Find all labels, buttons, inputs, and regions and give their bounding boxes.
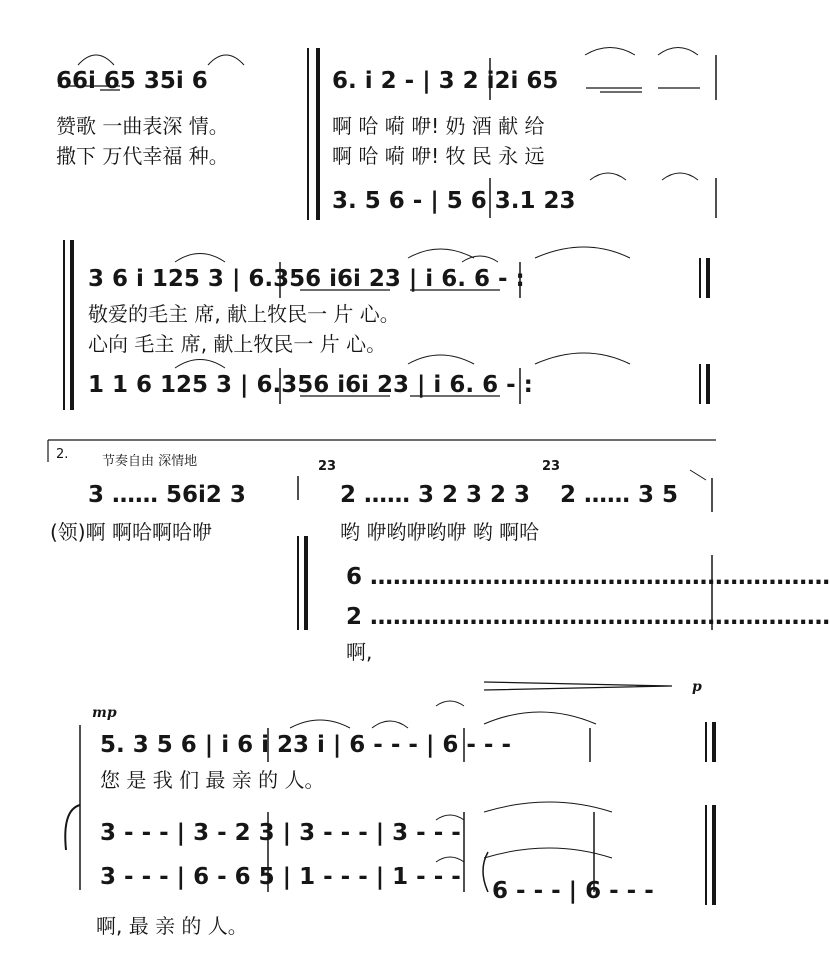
continuation-notes: 2 …… 3 5 — [560, 482, 679, 508]
bottom-lyric: 啊, 最 亲 的 人。 — [96, 914, 248, 938]
slur — [462, 256, 498, 262]
lyric-line: 您 是 我 们 最 亲 的 人。 — [100, 768, 325, 792]
tie — [484, 802, 612, 812]
slur — [372, 721, 408, 728]
slur — [408, 355, 474, 364]
melody-line: 3 6 i 125 3 | 6.356 i6i 23 | i 6. 6 - : — [88, 266, 525, 292]
chord-lower-note: 2 …………………………………………………… — [346, 604, 830, 630]
slur — [78, 55, 114, 65]
slur — [535, 353, 630, 364]
slur — [535, 247, 630, 258]
dynamic-piano: p — [692, 679, 702, 695]
harmony-line: 3. 5 6 - | 5 6 3.1 23 — [332, 188, 576, 214]
slur — [175, 360, 225, 369]
grace-notes: 23 — [318, 459, 337, 474]
lyric-verse1: 啊 哈 嗬 咿! 奶 酒 献 给 — [332, 114, 545, 138]
glissando-mark — [690, 470, 706, 480]
melody-line: 6. i 2 - | 3 2 i2i 65 — [332, 68, 559, 94]
tenor-line: 3 - - - | 6 - 6 5 | 1 - - - | 1 - - - — [100, 864, 461, 890]
slur — [290, 720, 350, 728]
tie — [484, 848, 612, 858]
harmony-line: 1 1 6 125 3 | 6.356 i6i 23 | i 6. 6 - : — [88, 372, 533, 398]
slur — [585, 48, 635, 56]
lyric-verse2: 啊 哈 嗬 咿! 牧 民 永 远 — [332, 144, 545, 168]
intro-lyric-verse2: 撒下 万代幸福 种。 — [56, 144, 229, 168]
melody-line: 5. 3 5 6 | i 6 i 23 i | 6 - - - | 6 - - - — [100, 732, 512, 758]
grace-notes: 23 — [542, 459, 561, 474]
tempo-marking: 节奏自由 深情地 — [102, 454, 198, 469]
fermata — [436, 701, 464, 706]
lyric-verse2: 心向 毛主 席, 献上牧民一 片 心。 — [88, 332, 387, 356]
intro-notes: 66i 65 35i 6 — [56, 68, 208, 94]
continuation-notes: 2 …… 3 2 3 2 3 — [340, 482, 531, 508]
chord-lyric: 啊, — [346, 640, 373, 664]
diminuendo-hairpin — [484, 682, 672, 690]
volta-number: 2. — [56, 447, 69, 462]
slur — [208, 55, 244, 65]
fermata — [436, 857, 464, 862]
slur — [590, 173, 626, 180]
dynamic-mezzo-piano: mp — [92, 705, 117, 721]
slur — [662, 173, 698, 180]
slur — [175, 254, 225, 263]
solo-notes: 3 …… 56i2 3 — [88, 482, 246, 508]
lyric-verse1: 敬爱的毛主 席, 献上牧民一 片 心。 — [88, 302, 400, 326]
continuation-lyric: 哟 咿哟咿哟咿 哟 啊哈 — [340, 520, 540, 544]
slur — [658, 48, 698, 56]
chord-brace — [483, 852, 488, 892]
solo-lyric: (领)啊 啊哈啊哈咿 — [50, 520, 212, 544]
alto-line: 3 - - - | 3 - 2 3 | 3 - - - | 3 - - - — [100, 820, 461, 846]
chord-upper-note: 6 …………………………………………………… — [346, 564, 830, 590]
intro-lyric-verse1: 赞歌 一曲表深 情。 — [56, 114, 229, 138]
tie — [484, 712, 596, 724]
system4-brace — [65, 805, 80, 850]
slur — [408, 249, 474, 258]
bass-line: 6 - - - | 6 - - - — [492, 878, 654, 904]
